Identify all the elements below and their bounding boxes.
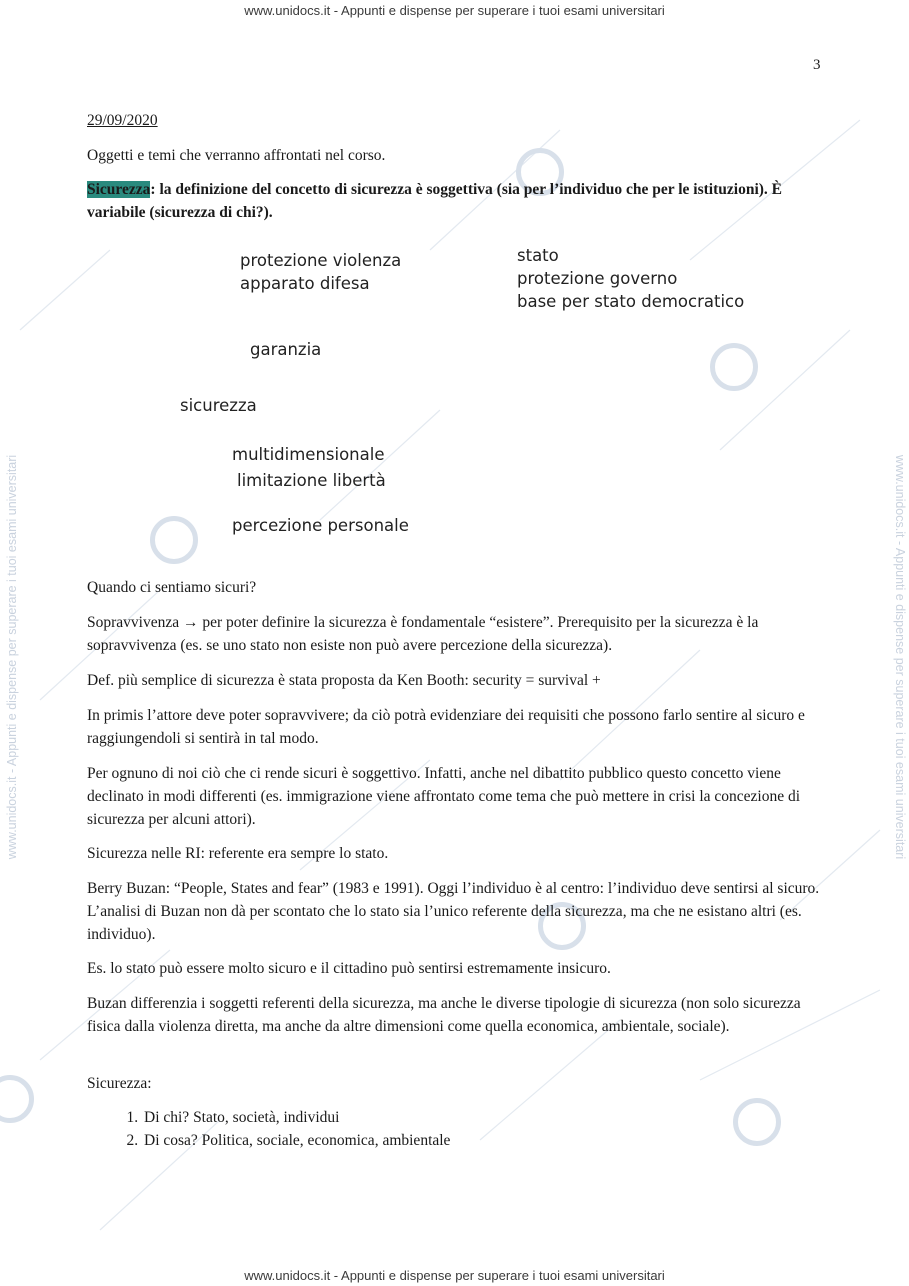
mindmap-garanzia: garanzia — [250, 340, 322, 359]
highlighted-term: Sicurezza — [87, 181, 151, 198]
date-heading — [87, 109, 827, 132]
unidocs-logo-icon — [710, 343, 758, 391]
watermark-side-right: www.unidocs.it - Appunti e dispense per superare i tuoi esami universitari — [893, 454, 907, 860]
mindmap-bottom — [232, 443, 386, 492]
intro-text: Oggetti e temi che verranno affrontati nel corso. — [87, 147, 386, 164]
mindmap-top-right — [517, 244, 744, 313]
mindmap-node: limitazione libertà — [237, 471, 386, 490]
watermark-side-left: www.unidocs.it - Appunti e dispense per superare i tuoi esami universitari — [5, 454, 19, 860]
watermark-bottom: www.unidocs.it - Appunti e dispense per superare i tuoi esami universitari — [244, 1268, 665, 1283]
paragraph-buzan-1: Berry Buzan: “People, States and fear” (1983 e 1991). Oggi l’individuo è al centro: l’individuo deve sentirsi al sicuro. L’analisi di Buzan non dà per scontato che lo stato sia l’unico referente della sicurezza, ma che ne esistano altri (es. individuo). — [87, 880, 820, 943]
mindmap-node: base per stato democratico — [517, 292, 745, 311]
watermark-top: www.unidocs.it - Appunti e dispense per superare i tuoi esami universitari — [244, 3, 665, 18]
list-item: 2. Di cosa? Politica, sociale, economica, ambientale — [142, 1129, 450, 1152]
mindmap-node: apparato difesa — [240, 274, 370, 293]
mindmap-node: multidimensionale — [232, 445, 385, 464]
paragraph-in-primis: In primis l’attore deve poter sopravvivere; da ciò potrà evidenziare dei requisiti che possono farlo sentire al sicuro e raggiungendoli si sentirà in tal modo. — [87, 707, 805, 747]
date: 29/09/2020 — [87, 112, 158, 129]
mindmap-center: sicurezza — [180, 396, 257, 415]
sicurezza-list — [112, 1106, 450, 1152]
unidocs-logo-icon — [733, 1098, 781, 1146]
paragraph-buzan-2: Buzan differenzia i soggetti referenti della sicurezza, ma anche le diverse tipologie di sicurezza (non solo sicurezza fisica dalla violenza diretta, ma anche da altre dimensioni come quella economica, ambientale, sociale). — [87, 995, 801, 1035]
question: Quando ci sentiamo sicuri? — [87, 579, 257, 596]
paragraph-ri: Sicurezza nelle RI: referente era sempre lo stato. — [87, 845, 389, 862]
mindmap-node: protezione violenza — [240, 251, 402, 270]
mindmap-percezione: percezione personale — [232, 516, 409, 535]
paragraph-ognuno: Per ognuno di noi ciò che ci rende sicuri è soggettivo. Infatti, anche nel dibattito pubblico questo concetto viene declinato in modi differenti (es. immigrazione viene affrontato come tema che può mettere in crisi la concezione di sicurezza per alcuni attori). — [87, 765, 801, 828]
mindmap-top-left — [240, 249, 401, 295]
mindmap-node: stato — [517, 246, 559, 265]
mindmap-node: protezione governo — [517, 269, 678, 288]
paragraph-es-stato: Es. lo stato può essere molto sicuro e il cittadino può sentirsi estremamente insicuro. — [87, 960, 611, 977]
paragraph-sopravvivenza: Sopravvivenza → per poter definire la sicurezza è fondamentale “esistere”. Prerequisito per la sicurezza è la sopravvivenza (es. se uno stato non esiste non può avere percezione della sicurezza). — [87, 614, 759, 654]
paragraph-booth: Def. più semplice di sicurezza è stata proposta da Ken Booth: security = survival + — [87, 672, 601, 689]
definition-rest: : la definizione del concetto di sicurezza è soggettiva (sia per l’individuo che per le istituzioni). È variabile (sicurezza di chi?). — [87, 181, 782, 221]
page-number: 3 — [813, 57, 821, 73]
sicurezza-label: Sicurezza: — [87, 1075, 152, 1092]
list-item: 1. Di chi? Stato, società, individui — [142, 1106, 450, 1129]
sicurezza-definition — [87, 178, 827, 224]
unidocs-logo-icon — [150, 516, 198, 564]
